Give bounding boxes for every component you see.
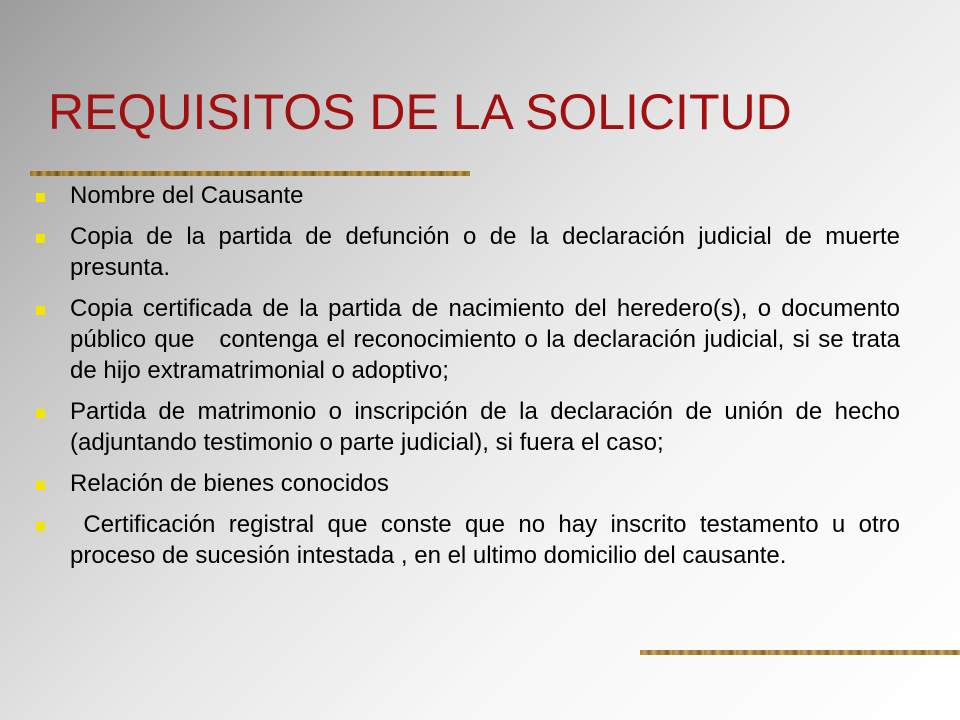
list-item: [0, 396, 960, 458]
list-item: [0, 221, 960, 283]
list-item-text: Nombre del Causante: [70, 182, 304, 209]
list-item-text: Partida de matrimonio o inscripción de la declaración de unión de hecho (adjuntando testimonio o parte judicial), si fuera el caso;: [70, 398, 900, 456]
bullet-icon: [36, 409, 45, 418]
list-item-text: Copia de la partida de defunción o de la declaración judicial de muerte presunta.: [70, 223, 900, 281]
title-divider: [30, 171, 470, 176]
bullet-icon: [36, 306, 45, 315]
bullet-icon: [36, 522, 45, 531]
bullet-icon: [36, 481, 45, 490]
slide-title: REQUISITOS DE LA SOLICITUD: [48, 84, 792, 140]
list-item-text: Relación de bienes conocidos: [70, 470, 389, 497]
list-item-text: Copia certificada de la partida de nacimiento del heredero(s), o documento público que contenga el reconocimiento o la declaración judicial, si se trata de hijo extramatrimonial o adoptivo;: [70, 295, 907, 384]
list-item: [0, 293, 960, 386]
footer-divider: [640, 650, 960, 655]
list-item: [0, 509, 960, 571]
bullet-icon: [36, 193, 45, 202]
list-item: [0, 180, 960, 211]
list-item: [0, 468, 960, 499]
requirements-list: [0, 180, 960, 581]
list-item-text: Certificación registral que conste que no hay inscrito testamento u otro proceso de sucesión intestada , en el ultimo domicilio del causante.: [70, 511, 907, 569]
bullet-icon: [36, 234, 45, 243]
